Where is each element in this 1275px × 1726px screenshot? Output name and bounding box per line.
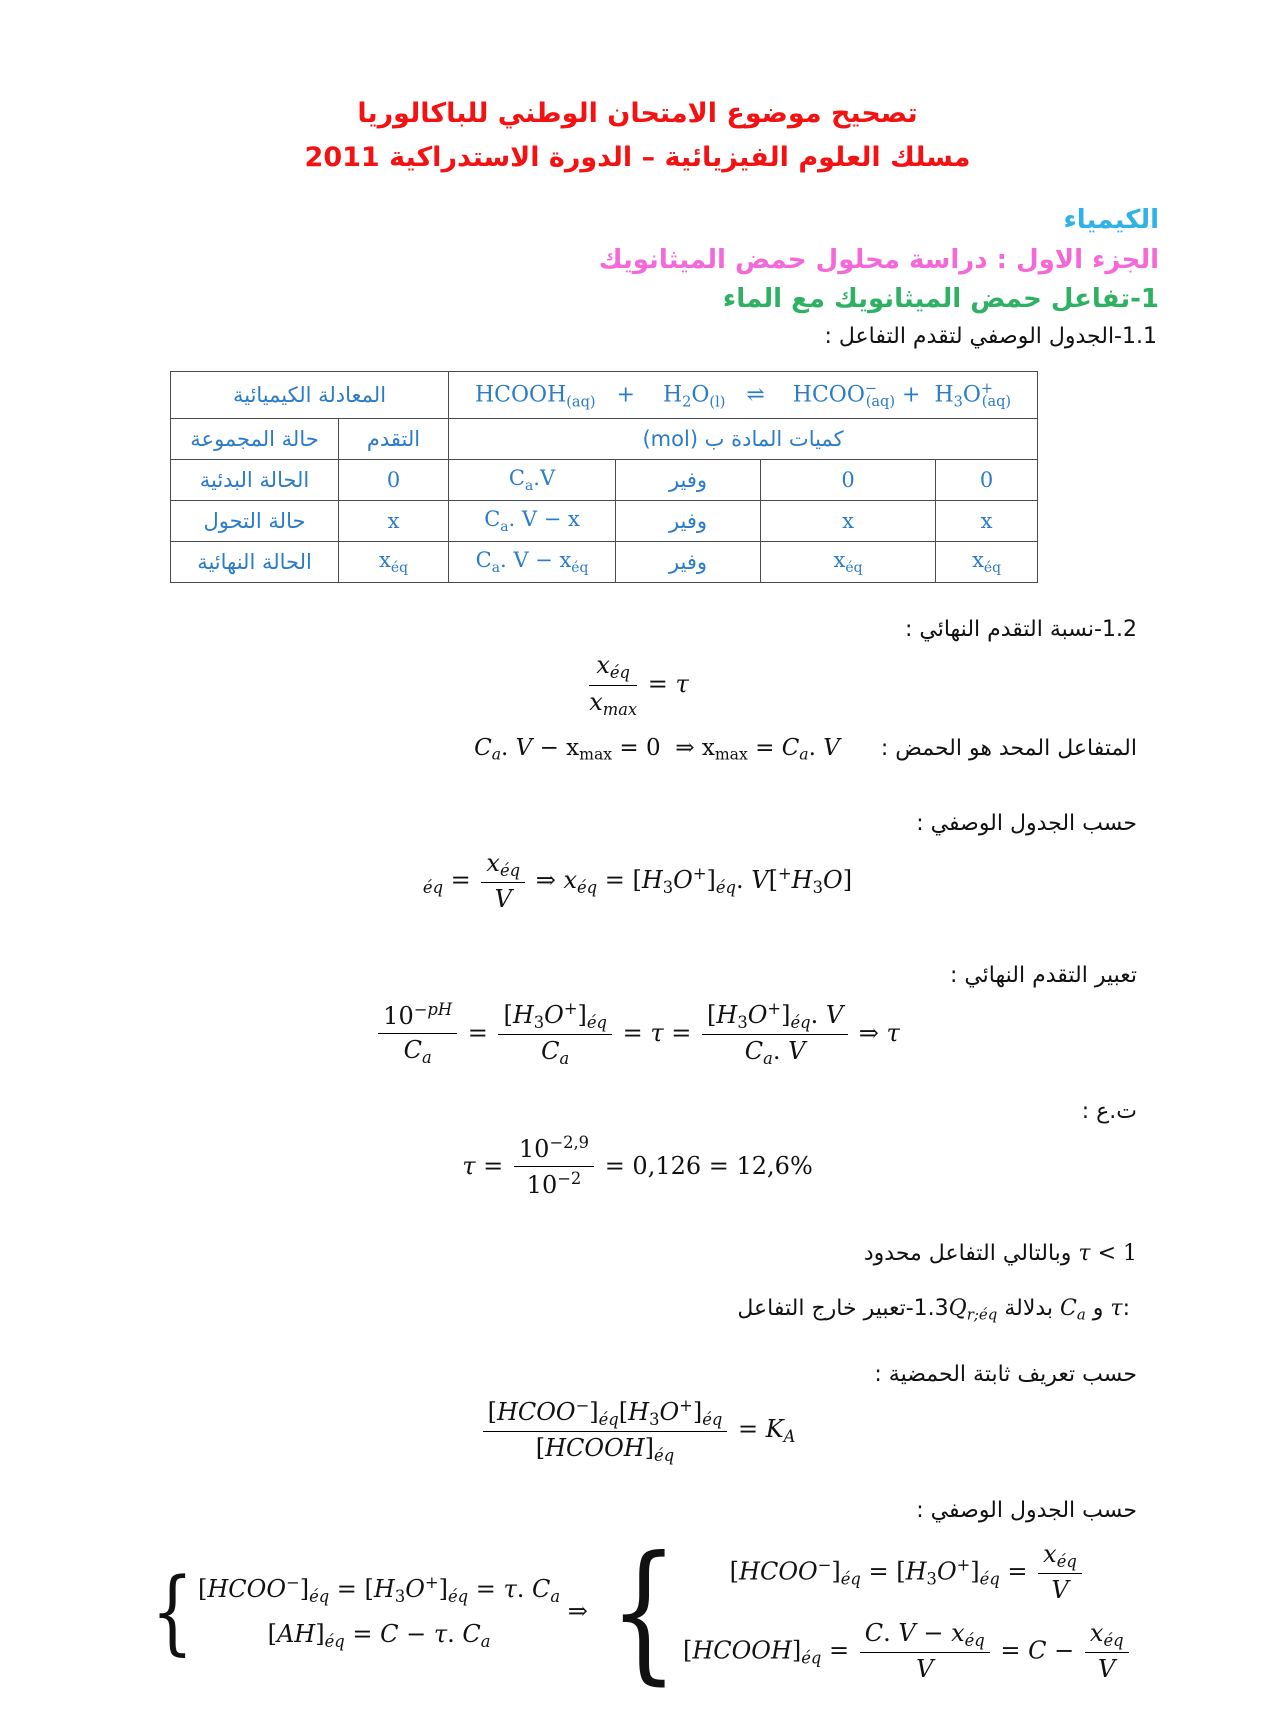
cell-progress: 0 bbox=[339, 460, 449, 501]
label-per-table-2: حسب الجدول الوصفي : bbox=[916, 1498, 1137, 1524]
formula-h3o-xeq: $[H_3O^+]_{éq}$ = $x_{éq}$ V ⇒ $x_{éq} = [H_3O^+]_{éq}$. V bbox=[422, 848, 853, 913]
formula-tau-expression: τ = $\frac{[H_3O^+]_{éq}. V}{C_a. V}$ ⇒ τ = $\frac{[H_3O^+]_{éq}}{C_a}$ = $\frac{10^{-pH}}{C_a}$ bbox=[110, 998, 1165, 1069]
label-numeric-application: ت.ع : bbox=[1081, 1099, 1137, 1125]
cell-chemical-equation: $HCOOH_{(aq)}$ + $H_2O_{(l)}$ ⇌ $HCOO^-_{(aq)} + H_3O^+_{(aq)}$ bbox=[449, 372, 1038, 419]
cell-h2o: وفير bbox=[616, 460, 761, 501]
table-row-final bbox=[171, 542, 1038, 583]
cell-h3o: x bbox=[936, 501, 1038, 542]
title-line-1: تصحيح موضوع الامتحان الوطني للباكالوريا bbox=[357, 98, 918, 129]
line-tau-less-than-1: τ < 1 وبالتالي التفاعل محدود bbox=[863, 1241, 1137, 1267]
cell-state: الحالة النهائية bbox=[171, 542, 339, 583]
cell-hcooh: $C_a$. V − x bbox=[449, 501, 616, 542]
heading-question-1-1: 1.1-الجدول الوصفي لتقدم التفاعل : bbox=[824, 324, 1157, 350]
heading-section1: 1-تفاعل حمض الميثانويك مع الماء bbox=[722, 284, 1159, 315]
cell-hcoo: $x_{éq}$ bbox=[761, 542, 936, 583]
heading-part1: الجزء الاول : دراسة محلول حمض الميثانويك bbox=[598, 245, 1159, 276]
formula-concentration-system: { $[HCOO^-]_{éq} = [H_3O^+]_{éq}$ = $x_{éq}$ V $[HCOOH]_{éq}$ = C. $V - x_{éq}$ V = C − $x_{éq}$ V ⇒ { $[HCOO^-]_{éq} = [H_3O^+]_{éq} = \tau$. $C_a$ $[AH]_{éq} = C - \tau$. $C_a$ bbox=[110, 1539, 1165, 1686]
title-line-2: مسلك العلوم الفيزيائية – الدورة الاستدراكية 2011 bbox=[304, 141, 971, 173]
reaction-table-wrapper bbox=[110, 371, 1165, 583]
formula-tau-numeric: τ = $\frac{10^{-2,9}}{10^{-2}}$ = 0,126 = 12,6% bbox=[462, 1133, 813, 1200]
cell-hcoo: 0 bbox=[761, 460, 936, 501]
cell-progress-label: التقدم bbox=[339, 419, 449, 460]
label-question-1-3: 1.3-تعبير خارج التفاعل $Q_{r;éq}$ بدلالة $C_a$ و τ : bbox=[730, 1296, 1137, 1324]
cell-state: حالة التحول bbox=[171, 501, 339, 542]
cell-h2o: وفير bbox=[616, 501, 761, 542]
cell-h2o: وفير bbox=[616, 542, 761, 583]
cell-hcooh: $C_a.V$ bbox=[449, 460, 616, 501]
formula-ka: $K_A$ = $[HCOO^-]_{éq}[H_3O^+]_{éq}$ $[HCOOH]_{éq}$ bbox=[110, 1395, 1165, 1466]
cell-h3o: 0 bbox=[936, 460, 1038, 501]
cell-h3o: $x_{éq}$ bbox=[936, 542, 1038, 583]
label-limiting-reactant: المتفاعل المحد هو الحمض : bbox=[880, 735, 1137, 761]
cell-state: الحالة البدئية bbox=[171, 460, 339, 501]
cell-equation-label: المعادلة الكيميائية bbox=[171, 372, 449, 419]
table-row-transform bbox=[171, 501, 1038, 542]
cell-hcoo: x bbox=[761, 501, 936, 542]
heading-chemistry: الكيمياء bbox=[1063, 205, 1159, 236]
label-ka-definition: حسب تعريف ثابتة الحمضية : bbox=[874, 1361, 1137, 1387]
cell-progress: $x_{éq}$ bbox=[339, 542, 449, 583]
label-final-expression: تعبير التقدم النهائي : bbox=[949, 962, 1137, 988]
line-limiting-reactant bbox=[110, 734, 1137, 765]
reaction-progress-table bbox=[170, 371, 1038, 583]
cell-hcooh: $C_a$. $V - x_{éq}$ bbox=[449, 542, 616, 583]
formula-xmax: $C_a$. $V - x_{max} = 0$ ⇒ $x_{max} = C_a$. V bbox=[474, 734, 840, 764]
table-row-initial bbox=[171, 460, 1038, 501]
cell-progress: x bbox=[339, 501, 449, 542]
document-title bbox=[110, 92, 1165, 179]
label-per-table-1: حسب الجدول الوصفي : bbox=[916, 810, 1137, 836]
cell-state-label: حالة المجموعة bbox=[171, 419, 339, 460]
formula-tau-definition: τ = $x_{éq}$ $x_{max}$ bbox=[589, 651, 689, 719]
cell-amounts-label: كميات المادة ب (mol) bbox=[449, 419, 1038, 460]
label-question-1-2: 1.2-نسبة التقدم النهائي : bbox=[904, 617, 1137, 643]
